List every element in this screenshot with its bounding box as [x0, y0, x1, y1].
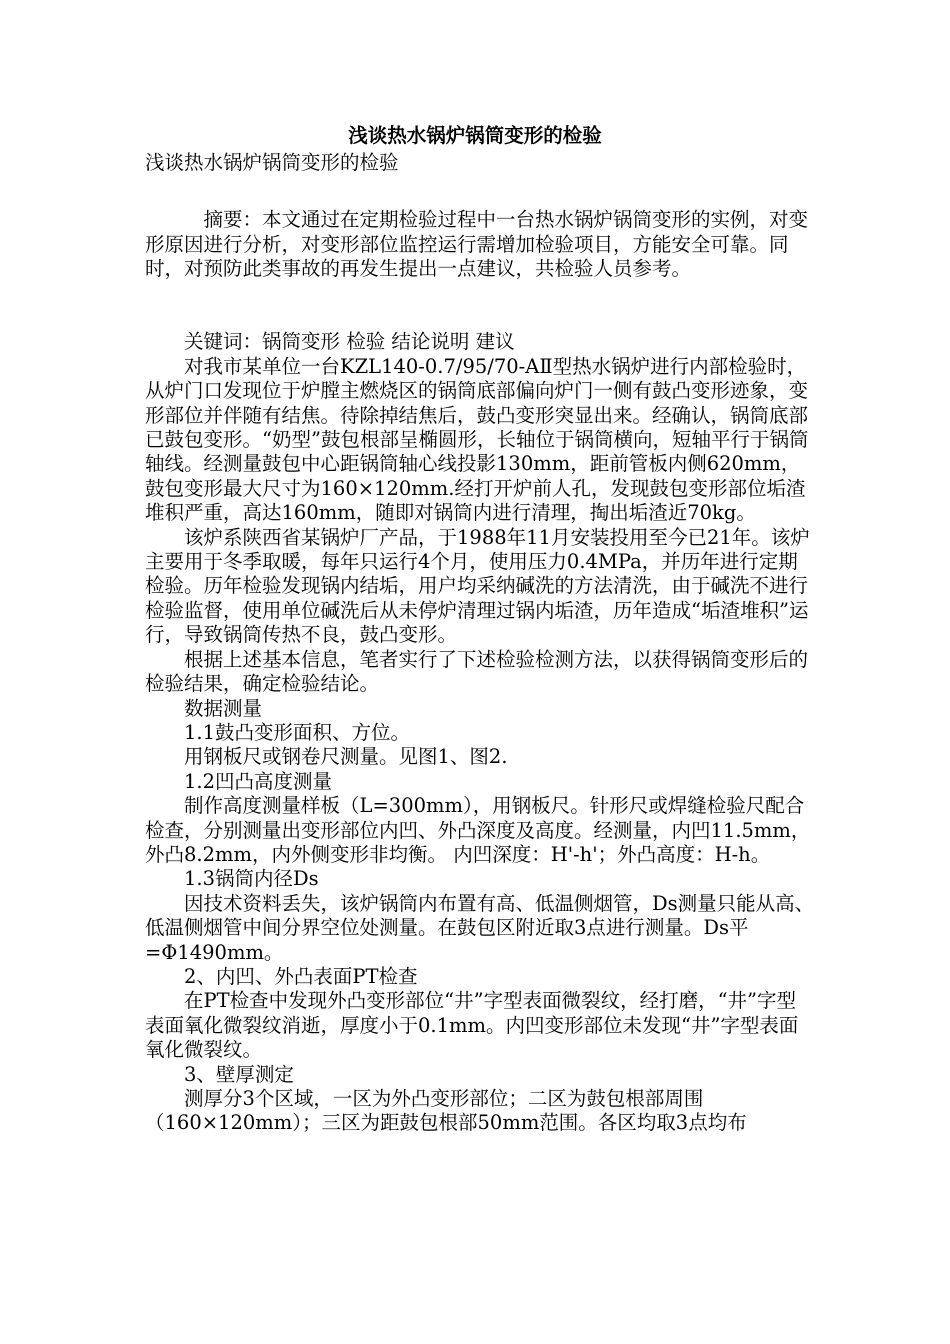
abstract-paragraph: 摘要：本文通过在定期检验过程中一台热水锅炉锅筒变形的实例，对变形原因进行分析，对变形部位监控运行需增加检验项目，方能安全可靠。同时，对预防此类事故的再发生提出一点建议，共检验人员参考。: [145, 208, 809, 281]
section-heading: 2、内凹、外凸表面PT检查: [184, 964, 418, 988]
section-heading: 数据测量: [184, 696, 263, 720]
body-paragraph: 制作高度测量样板（L=300mm），用钢板尺。针形尺或焊缝检验尺配合检查，分别测量出变形部位内凹、外凸深度及高度。经测量，内凹11.5mm，外凸8.2mm，内外侧变形非均衡。 内凹深度：H'-h'；外凸高度：H-h。: [145, 794, 811, 866]
subsection-heading: 1.3锅筒内径Ds: [184, 867, 319, 891]
blank-line: [145, 306, 815, 330]
blank-line: [145, 282, 815, 306]
body-paragraph: 用钢板尺或钢卷尺测量。见图1、图2.: [184, 745, 508, 769]
subsection-heading: 1.1鼓凸变形面积、方位。: [184, 720, 411, 744]
document-subtitle: 浅谈热水锅炉锅筒变形的检验: [145, 151, 399, 174]
body-paragraph: 在PT检查中发现外凸变形部位“井”字型表面微裂纹，经打磨，“井”字型表面氧化微裂纹消逝，厚度小于0.1mm。内凹变形部位未发现“井”字型表面氧化微裂纹。: [145, 989, 799, 1062]
document-body: [145, 151, 815, 1136]
body-paragraph: 因技术资料丢失，该炉锅筒内布置有高、低温侧烟管，Ds测量只能从高、低温侧烟管中间分界空位处测量。在鼓包区附近取3点进行测量。Ds平=Φ1490mm。: [145, 891, 815, 964]
body-paragraph: 对我市某单位一台KZL140-0.7/95/70-AⅡ型热水锅炉进行内部检验时，从炉门口发现位于炉膛主燃烧区的锅筒底部偏向炉门一侧有鼓凸变形迹象，变形部位并伴随有结焦。待除掉结焦后，鼓凸变形突显出来。经确认，锅筒底部已鼓包变形。“奶型”鼓包根部呈椭圆形，长轴位于锅筒横向，短轴平行于锅筒轴线。经测量鼓包中心距锅筒轴心线投影130mm，距前管板内侧620mm，鼓包变形最大尺寸为160×120mm.经打开炉前人孔，发现鼓包变形部位垢渣堆积严重，高达160mm，随即对锅筒内进行清理，掏出垢渣近70kg。: [145, 354, 809, 525]
body-paragraph: 根据上述基本信息，笔者实行了下述检验检测方法，以获得锅筒变形后的检验结果，确定检验结论。: [145, 647, 809, 696]
section-heading: 3、壁厚测定: [184, 1062, 294, 1086]
document-title: 浅谈热水锅炉锅筒变形的检验: [348, 124, 602, 147]
body-paragraph: 该炉系陕西省某锅炉厂产品，于1988年11月安装投用至今已21年。该炉主要用于冬季取暖，每年只运行4个月，使用压力0.4MPa，并历年进行定期检验。历年检验发现锅内结垢，用户均采纳碱洗的方法清洗，由于碱洗不进行检验监督，使用单位碱洗后从未停炉清理过锅内垢渣，历年造成“垢渣堆积”运行，导致锅筒传热不良，鼓凸变形。: [145, 525, 810, 647]
blank-line: [145, 175, 815, 208]
subsection-heading: 1.2凹凸高度测量: [184, 769, 333, 793]
keywords-line: 关键词：锅筒变形 检验 结论说明 建议: [184, 330, 515, 354]
body-paragraph: 测厚分3个区域，一区为外凸变形部位；二区为鼓包根部周围（160×120mm）；三区为距鼓包根部50mm范围。各区均取3点均布: [145, 1087, 747, 1135]
